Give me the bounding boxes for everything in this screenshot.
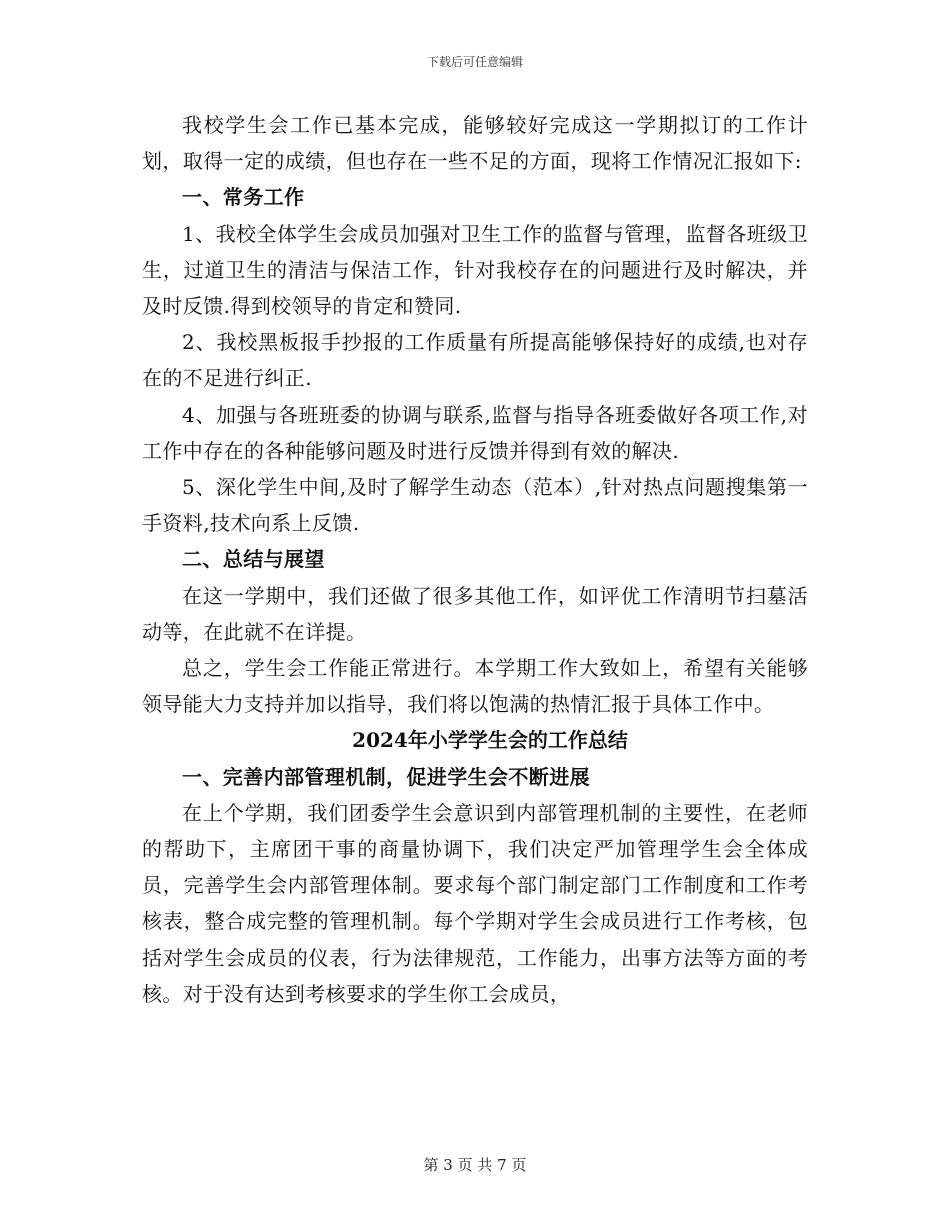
document-body — [142, 107, 808, 1012]
paragraph-item-2: 2、我校黑板报手抄报的工作质量有所提高能够保持好的成绩,也对存在的不足进行纠正. — [142, 330, 808, 391]
section-heading-summary: 二、总结与展望 — [182, 547, 325, 572]
paragraph-item-4: 4、加强与各班班委的协调与联系,监督与指导各班委做好各项工作,对工作中存在的各种能够问题及时进行反馈并得到有效的解决. — [142, 402, 808, 463]
summary-paragraph-2: 总之，学生会工作能正常进行。本学期工作大致如上，希望有关能够领导能大力支持并加以指导，我们将以饱满的热情汇报于具体工作中。 — [142, 656, 808, 717]
paragraph-item-1: 1、我校全体学生会成员加强对卫生工作的监督与管理，监督各班级卫生，过道卫生的清洁与保洁工作，针对我校存在的问题进行及时解决，并及时反馈.得到校领导的肯定和赞同. — [142, 221, 808, 319]
management-paragraph: 在上个学期，我们团委学生会意识到内部管理机制的主要性，在老师的帮助下，主席团干事的商量协调下，我们决定严加管理学生会全体成员，完善学生会内部管理体制。要求每个部门制定部门工作制度和工作考核表，整合成完整的管理机制。每个学期对学生会成员进行工作考核，包括对学生会成员的仪表，行为法律规范，工作能力，出事方法等方面的考核。对于没有达到考核要求的学生你工会成员， — [142, 800, 808, 1006]
section-heading-routine-work: 一、常务工作 — [182, 185, 305, 210]
section-heading-management: 一、完善内部管理机制，促进学生会不断进展 — [182, 764, 590, 789]
page-header: 下载后可任意编辑 — [426, 55, 523, 69]
page-footer: 第 3 页 共 7 页 — [423, 1156, 527, 1174]
summary-paragraph-1: 在这一学期中，我们还做了很多其他工作，如评优工作清明节扫墓活动等，在此就不在详提。 — [142, 583, 808, 644]
paragraph-item-5: 5、深化学生中间,及时了解学生动态（范本）,针对热点问题搜集第一手资料,技术向系上反馈. — [142, 475, 808, 536]
document-title: 2024年小学学生会的工作总结 — [352, 728, 628, 753]
intro-paragraph: 我校学生会工作已基本完成，能够较好完成这一学期拟订的工作计划，取得一定的成绩，但也存在一些不足的方面，现将工作情况汇报如下: — [142, 113, 808, 174]
